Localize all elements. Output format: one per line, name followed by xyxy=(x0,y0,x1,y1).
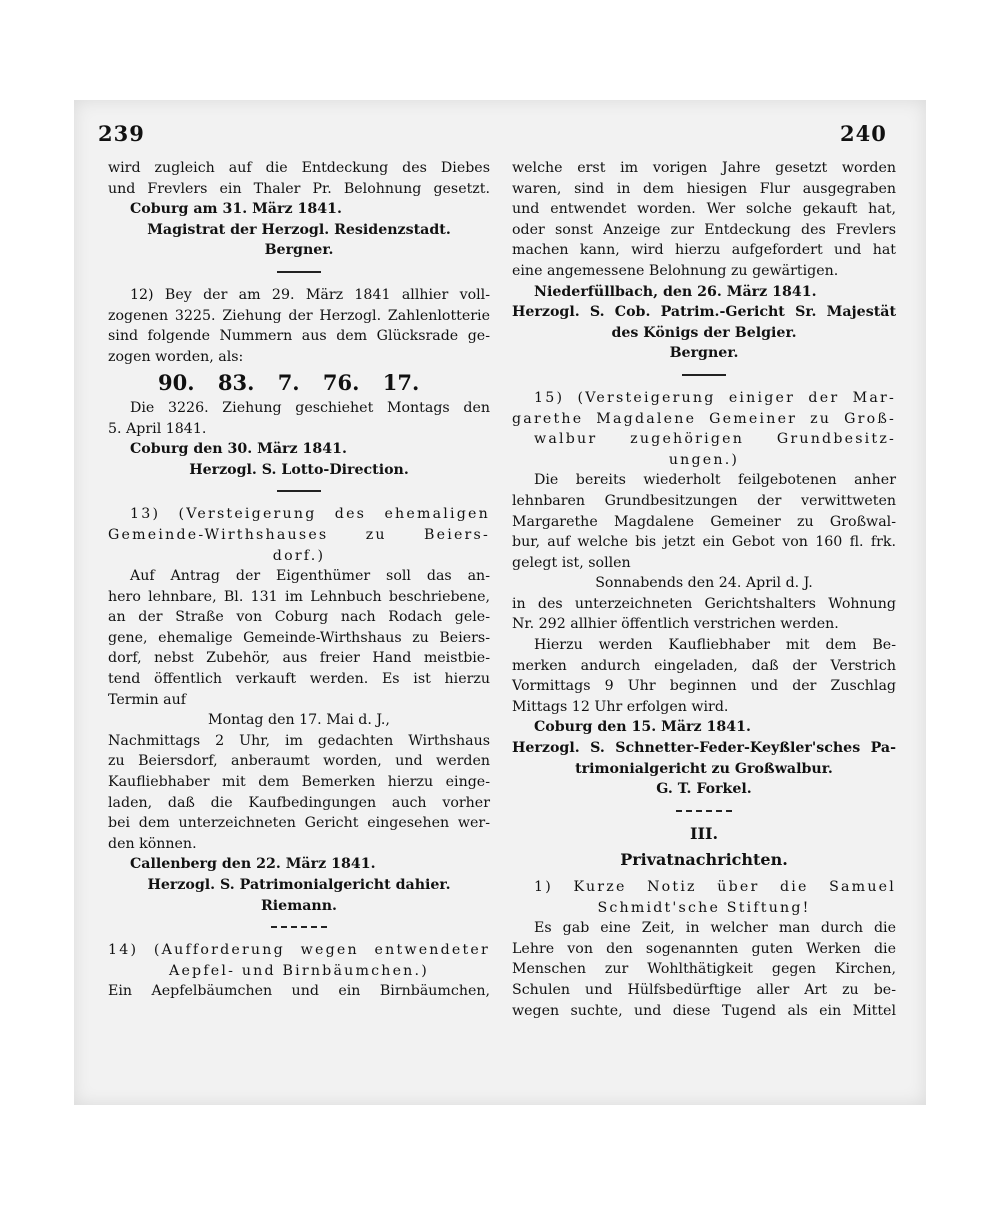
text-line: Lehre von den sogenannten guten Werken die xyxy=(512,940,896,957)
page-number-left: 239 xyxy=(98,121,145,146)
dateline: Coburg den 30. März 1841. xyxy=(130,441,347,458)
text-line: zogen worden, als: xyxy=(108,348,244,365)
section-number: III. xyxy=(689,823,719,843)
divider xyxy=(676,810,732,812)
notice-heading: walbur zugehörigen Grundbesitz- xyxy=(534,431,896,448)
divider xyxy=(277,271,321,273)
text-line: dorf, nebst Zubehör, aus freier Hand meistbie- xyxy=(108,650,490,667)
text-line: Nr. 292 allhier öffentlich verstrichen werden. xyxy=(512,616,839,633)
notice-heading: 14) (Aufforderung wegen entwendeter xyxy=(108,942,490,959)
text-line: Es gab eine Zeit, in welcher man durch die xyxy=(534,920,896,937)
text-line: welche erst im vorigen Jahre gesetzt worden xyxy=(512,160,896,176)
notice-heading: dorf.) xyxy=(272,547,326,564)
text-line: 5. April 1841. xyxy=(108,420,207,437)
divider xyxy=(277,490,321,492)
notice-heading: 15) (Versteigerung einiger der Mar- xyxy=(534,389,896,406)
section-title: Privatnachrichten. xyxy=(620,850,788,870)
signature-name: Bergner. xyxy=(669,345,739,362)
text-line: Termin auf xyxy=(108,691,187,708)
text-line: zogenen 3225. Ziehung der Herzogl. Zahlenlotterie xyxy=(108,307,490,324)
lottery-numbers: 90. 83. 7. 76. 17. xyxy=(158,370,420,396)
left-column xyxy=(108,158,490,1002)
text-line: 12) Bey der am 29. März 1841 allhier voll- xyxy=(130,286,490,303)
divider xyxy=(271,926,327,928)
appointment-date: Sonnabends den 24. April d. J. xyxy=(595,575,813,592)
text-line: und Frevlers ein Thaler Pr. Belohnung gesetzt. xyxy=(108,180,490,197)
notice-heading: 1) Kurze Notiz über die Samuel xyxy=(534,879,896,895)
text-line: eine angemessene Belohnung zu gewärtigen. xyxy=(512,262,839,279)
text-line: Schulen und Hülfsbedürftige aller Art zu be- xyxy=(512,981,896,998)
notice-heading: Schmidt'sche Stiftung! xyxy=(597,899,811,916)
notice-heading: garethe Magdalene Gemeiner zu Groß- xyxy=(512,410,896,427)
text-line: lehnbaren Grundbesitzungen der verwittweten xyxy=(512,492,896,509)
text-line: bur, auf welche bis jetzt ein Gebot von 160 fl. frk. xyxy=(512,534,896,551)
text-line: sind folgende Nummern aus dem Glücksrade ge- xyxy=(108,328,490,345)
notice-heading: ungen.) xyxy=(668,451,740,468)
text-line: laden, daß die Kaufbedingungen auch vorher xyxy=(108,794,490,811)
notice-heading: Gemeinde-Wirthshauses zu Beiers- xyxy=(108,526,490,543)
text-line: Auf Antrag der Eigenthümer soll das an- xyxy=(130,568,490,585)
text-line: machen kann, wird hierzu aufgefordert und hat xyxy=(512,242,896,259)
text-line: gelegt ist, sollen xyxy=(512,554,631,571)
page-number-right: 240 xyxy=(840,121,887,146)
text-line: gene, ehemalige Gemeinde-Wirthshaus zu Beiers- xyxy=(108,629,490,646)
text-line: waren, sind in dem hiesigen Flur ausgegraben xyxy=(512,180,896,197)
signature-authority: Herzogl. S. Schnetter-Feder-Keyßler'sches Pa- xyxy=(512,740,896,757)
text-line: Mittags 12 Uhr erfolgen wird. xyxy=(512,698,729,715)
appointment-date: Montag den 17. Mai d. J., xyxy=(208,712,390,729)
divider xyxy=(682,374,726,376)
text-line: in des unterzeichneten Gerichtshalters Wohnung xyxy=(512,595,896,612)
signature-authority: Herzogl. S. Cob. Patrim.-Gericht Sr. Majestät xyxy=(512,304,896,321)
signature-name: G. T. Forkel. xyxy=(656,781,752,798)
signature-name: Riemann. xyxy=(261,897,337,914)
dateline: Callenberg den 22. März 1841. xyxy=(130,856,376,873)
dateline: Niederfüllbach, den 26. März 1841. xyxy=(534,283,817,300)
text-line: Die bereits wiederholt feilgebotenen anher xyxy=(534,472,896,489)
text-line: zu Beiersdorf, anberaumt worden, und werden xyxy=(108,753,490,770)
text-line: wird zugleich auf die Entdeckung des Diebes xyxy=(108,160,490,176)
signature-name: Bergner. xyxy=(264,242,334,259)
dateline: Coburg am 31. März 1841. xyxy=(130,201,342,218)
text-line: merken andurch eingeladen, daß der Verstrich xyxy=(512,657,896,674)
text-line: oder sonst Anzeige zur Entdeckung des Frevlers xyxy=(512,221,896,238)
text-line: bei dem unterzeichneten Gericht eingesehen wer- xyxy=(108,815,490,832)
text-line: wegen suchte, und diese Tugend als ein Mittel xyxy=(512,1002,896,1019)
text-line: Nachmittags 2 Uhr, im gedachten Wirthshaus xyxy=(108,732,490,749)
text-line: Margarethe Magdalene Gemeiner zu Großwal- xyxy=(512,513,896,530)
text-line: den können. xyxy=(108,835,197,852)
text-line: an der Straße von Coburg nach Rodach gele- xyxy=(108,609,490,626)
signature-authority: des Königs der Belgier. xyxy=(611,324,797,341)
text-line: Vormittags 9 Uhr beginnen und der Zuschlag xyxy=(512,678,896,695)
text-line: Hierzu werden Kaufliebhaber mit dem Be- xyxy=(534,637,896,654)
signature-authority: Herzogl. S. Lotto-Direction. xyxy=(189,461,409,478)
text-line: Kaufliebhaber mit dem Bemerken hierzu einge- xyxy=(108,774,490,791)
notice-heading: 13) (Versteigerung des ehemaligen xyxy=(130,506,490,523)
text-line: Ein Aepfelbäumchen und ein Birnbäumchen, xyxy=(108,983,490,1000)
text-line: tend öffentlich verkauft werden. Es ist hierzu xyxy=(108,671,490,688)
right-column xyxy=(512,158,896,1021)
text-line: und entwendet worden. Wer solche gekauft hat, xyxy=(512,201,896,218)
text-line: Menschen zur Wohlthätigkeit gegen Kirchen, xyxy=(512,961,896,978)
signature-authority: trimonialgericht zu Großwalbur. xyxy=(575,760,833,777)
signature-authority: Magistrat der Herzogl. Residenzstadt. xyxy=(147,221,451,238)
text-line: hero lehnbare, Bl. 131 im Lehnbuch beschriebene, xyxy=(108,588,490,605)
dateline: Coburg den 15. März 1841. xyxy=(534,719,751,736)
text-line: Die 3226. Ziehung geschiehet Montags den xyxy=(130,399,490,416)
signature-authority: Herzogl. S. Patrimonialgericht dahier. xyxy=(147,877,451,893)
notice-heading: Aepfel- und Birnbäumchen.) xyxy=(169,962,429,979)
